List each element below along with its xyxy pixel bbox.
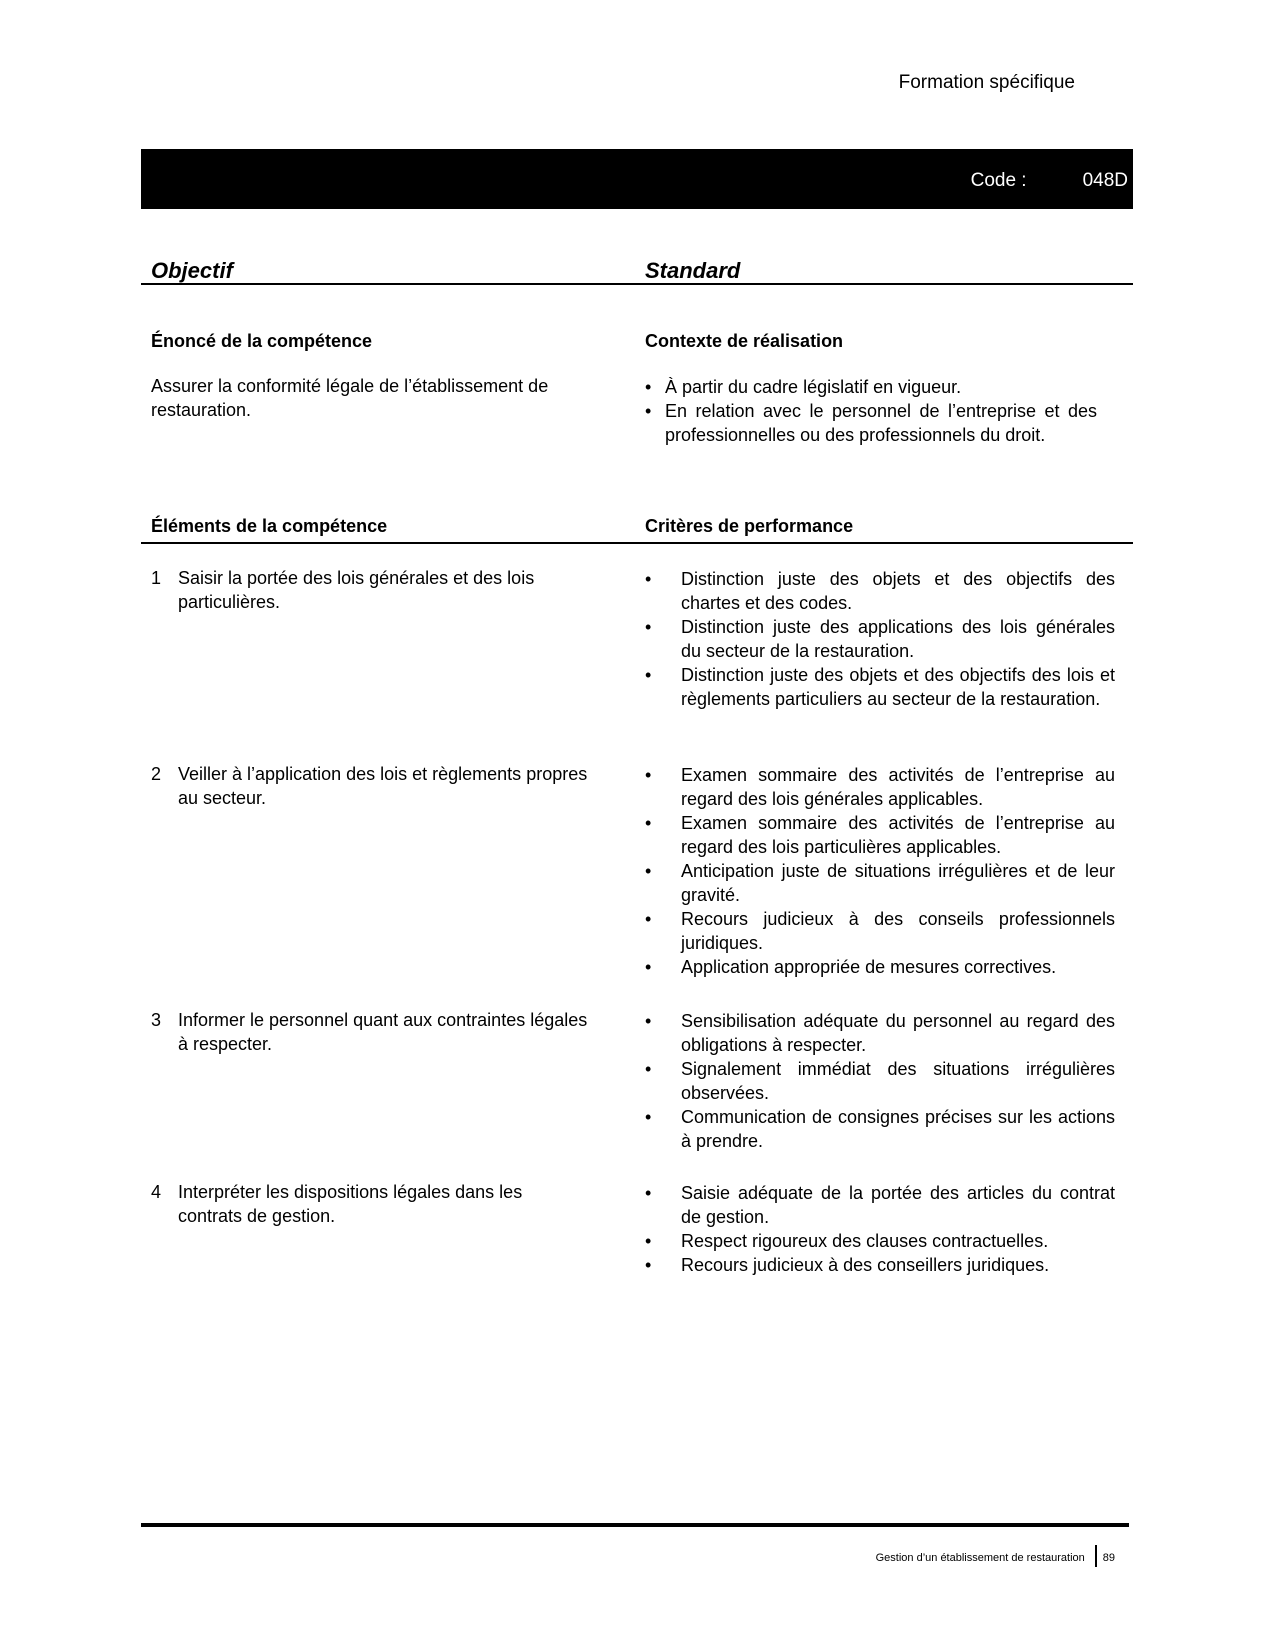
code-value: 048D xyxy=(1082,170,1128,191)
element-3 xyxy=(151,1008,591,1056)
element-4 xyxy=(151,1180,591,1228)
page-footer xyxy=(876,1545,1115,1564)
critere-item: • Examen sommaire des activités de l’entreprise au regard des lois particulières applicables. xyxy=(645,811,1115,859)
contexte-item: • À partir du cadre législatif en vigueur. xyxy=(645,375,1097,399)
element-1 xyxy=(151,566,591,614)
critere-item: • Recours judicieux à des conseils professionnels juridiques. xyxy=(645,907,1115,955)
critere-item: • Distinction juste des objets et des objectifs des lois et règlements particuliers au secteur de la restauration. xyxy=(645,663,1115,711)
critere-item: • Anticipation juste de situations irrégulières et de leur gravité. xyxy=(645,859,1115,907)
objectif-title: Objectif xyxy=(151,258,233,283)
criteres-list-4 xyxy=(645,1181,1115,1277)
critere-item: • Distinction juste des objets et des objectifs des chartes et des codes. xyxy=(645,567,1115,615)
element-number: 2 xyxy=(151,764,162,784)
competence-text: Assurer la conformité légale de l’établissement de restauration. xyxy=(151,376,549,420)
footer-separator xyxy=(1095,1545,1097,1567)
page-number: 89 xyxy=(1102,1552,1115,1564)
code-label: Code : xyxy=(970,170,1027,191)
elements-heading: Éléments de la compétence xyxy=(151,516,388,536)
contexte-list xyxy=(645,375,1097,447)
critere-item: • Communication de consignes précises sur les actions à prendre. xyxy=(645,1105,1115,1153)
contexte-item: • En relation avec le personnel de l’entreprise et des professionnelles ou des professionnels du droit. xyxy=(645,399,1097,447)
element-text: Interpréter les dispositions légales dans les contrats de gestion. xyxy=(178,1182,523,1226)
contexte-heading: Contexte de réalisation xyxy=(645,331,844,351)
critere-item: • Examen sommaire des activités de l’entreprise au regard des lois générales applicables. xyxy=(645,763,1115,811)
element-text: Veiller à l’application des lois et règlements propres au secteur. xyxy=(178,764,588,808)
footer-program: Gestion d’un établissement de restauration xyxy=(875,1552,1085,1564)
element-number: 4 xyxy=(151,1182,162,1202)
critere-item: • Respect rigoureux des clauses contractuelles. xyxy=(645,1229,1115,1253)
criteres-list-2 xyxy=(645,763,1115,979)
critere-item: • Recours judicieux à des conseillers juridiques. xyxy=(645,1253,1115,1277)
header-label: Formation spécifique xyxy=(898,72,1075,93)
criteres-list-3 xyxy=(645,1009,1115,1153)
footer-divider xyxy=(141,1523,1129,1527)
title-divider xyxy=(141,283,1133,285)
critere-item: • Saisie adéquate de la portée des articles du contrat de gestion. xyxy=(645,1181,1115,1229)
competence-heading: Énoncé de la compétence xyxy=(151,331,373,351)
critere-item: • Distinction juste des applications des lois générales du secteur de la restauration. xyxy=(645,615,1115,663)
element-number: 3 xyxy=(151,1010,162,1030)
criteres-heading: Critères de performance xyxy=(645,516,854,536)
element-number: 1 xyxy=(151,568,162,588)
code-area xyxy=(971,170,1128,192)
critere-item: • Signalement immédiat des situations irrégulières observées. xyxy=(645,1057,1115,1105)
element-text: Informer le personnel quant aux contraintes légales à respecter. xyxy=(178,1010,588,1054)
element-2 xyxy=(151,762,591,810)
standard-title: Standard xyxy=(645,258,741,283)
critere-item: • Application appropriée de mesures correctives. xyxy=(645,955,1115,979)
criteres-list-1 xyxy=(645,567,1115,711)
section-divider xyxy=(141,542,1133,544)
element-text: Saisir la portée des lois générales et des lois particulières. xyxy=(178,568,535,612)
critere-item: • Sensibilisation adéquate du personnel au regard des obligations à respecter. xyxy=(645,1009,1115,1057)
